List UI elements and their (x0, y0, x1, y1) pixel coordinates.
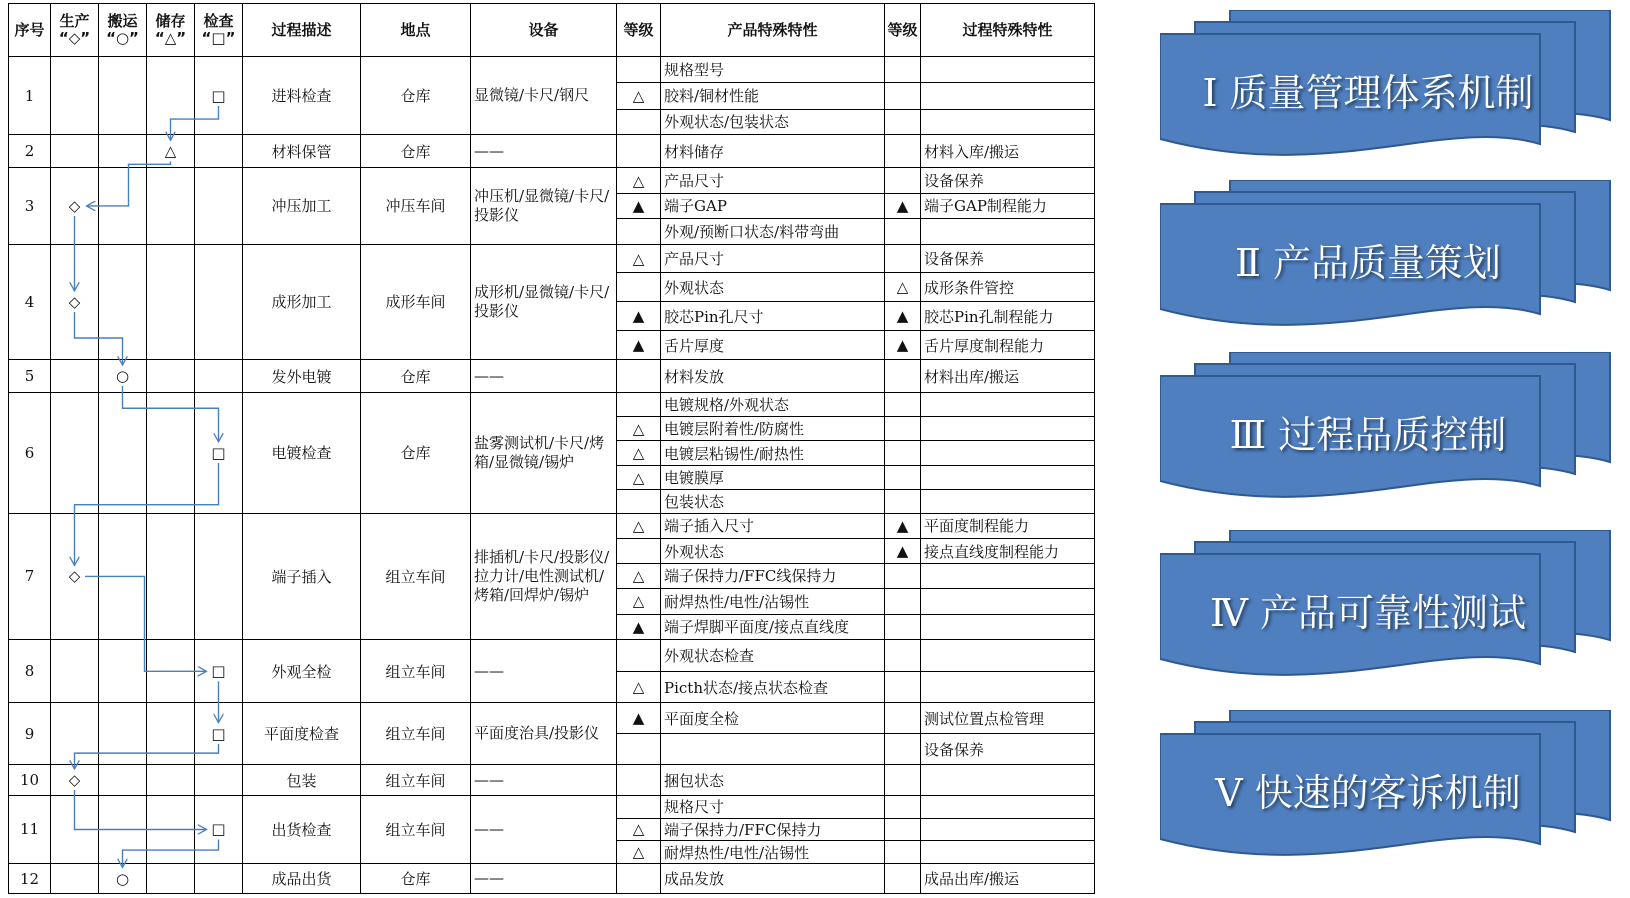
grade2-mark (885, 818, 921, 841)
grade-mark (617, 273, 661, 302)
location: 仓库 (361, 360, 471, 393)
grade-mark (617, 135, 661, 168)
section-banner (1160, 180, 1630, 345)
grade2-mark (885, 703, 921, 734)
move-cell (99, 703, 147, 765)
table-row (9, 640, 1095, 672)
equipment: —— (471, 135, 617, 168)
process-description: 发外电镀 (243, 360, 361, 393)
flow-symbol-inspect: □ (209, 661, 229, 681)
table-row (9, 703, 1095, 734)
grade2-mark (885, 360, 921, 393)
product-characteristic: 规格型号 (661, 57, 885, 83)
grade2-mark (885, 168, 921, 194)
grade2-mark (885, 795, 921, 818)
process-characteristic: 设备保养 (921, 244, 1095, 273)
grade-mark: △ (617, 466, 661, 490)
produce-cell (51, 640, 99, 703)
table-row (9, 244, 1095, 273)
product-characteristic: 外观/预断口状态/料带弯曲 (661, 218, 885, 244)
product-characteristic: 电镀膜厚 (661, 466, 885, 490)
section-label: Ⅳ 产品可靠性测试 (1209, 591, 1527, 635)
grade2-mark: ▲ (885, 331, 921, 360)
inspect-cell (195, 135, 243, 168)
product-characteristic: 舌片厚度 (661, 331, 885, 360)
flow-symbol-inspect: □ (209, 86, 229, 106)
product-characteristic: 材料储存 (661, 135, 885, 168)
header-move: 搬运 “○” (99, 4, 147, 57)
grade2-mark (885, 489, 921, 513)
produce-cell (51, 703, 99, 765)
section-label: Ⅱ 产品质量策划 (1235, 241, 1501, 285)
flow-symbol-inspect: □ (209, 724, 229, 744)
grade2-mark (885, 57, 921, 83)
header-grade: 等级 (617, 4, 661, 57)
step-number: 9 (9, 703, 51, 765)
step-number: 3 (9, 168, 51, 244)
grade-mark (617, 734, 661, 765)
move-cell (99, 168, 147, 244)
grade-mark (617, 109, 661, 135)
product-characteristic: 电镀层粘锡性/耐热性 (661, 441, 885, 466)
header-seq: 序号 (9, 4, 51, 57)
grade-mark: ▲ (617, 614, 661, 640)
flow-symbol-produce: ◇ (65, 566, 85, 586)
inspect-cell (195, 513, 243, 640)
process-flow-table (8, 3, 1095, 894)
location: 成形车间 (361, 244, 471, 359)
step-number: 10 (9, 765, 51, 796)
equipment: —— (471, 765, 617, 796)
process-characteristic (921, 818, 1095, 841)
process-description: 端子插入 (243, 513, 361, 640)
table-row (9, 513, 1095, 539)
grade2-mark (885, 416, 921, 441)
store-cell (147, 703, 195, 765)
process-characteristic (921, 765, 1095, 796)
grade2-mark: ▲ (885, 194, 921, 219)
header-location: 地点 (361, 4, 471, 57)
equipment: —— (471, 795, 617, 863)
produce-cell (51, 135, 99, 168)
product-characteristic: 胶芯Pin孔尺寸 (661, 302, 885, 331)
grade-mark (617, 489, 661, 513)
process-description: 平面度检查 (243, 703, 361, 765)
store-cell (147, 360, 195, 393)
process-characteristic: 平面度制程能力 (921, 513, 1095, 539)
process-description: 成品出货 (243, 864, 361, 894)
product-characteristic: 材料发放 (661, 360, 885, 393)
equipment: 盐雾测试机/卡尺/烤箱/显微镜/锡炉 (471, 393, 617, 514)
section-label: Ⅰ 质量管理体系机制 (1202, 71, 1534, 115)
equipment: 成形机/显微镜/卡尺/投影仪 (471, 244, 617, 359)
equipment: 排插机/卡尺/投影仪/拉力计/电性测试机/烤箱/回焊炉/锡炉 (471, 513, 617, 640)
store-cell (147, 795, 195, 863)
step-number: 2 (9, 135, 51, 168)
grade2-mark (885, 109, 921, 135)
process-characteristic (921, 564, 1095, 589)
process-characteristic: 设备保养 (921, 168, 1095, 194)
process-description: 材料保管 (243, 135, 361, 168)
grade2-mark (885, 82, 921, 109)
grade-mark (617, 795, 661, 818)
grade2-mark (885, 135, 921, 168)
grade2-mark (885, 466, 921, 490)
product-characteristic: 外观状态/包装状态 (661, 109, 885, 135)
flow-symbol-produce: ◇ (65, 196, 85, 216)
product-characteristic: 端子保持力/FFC保持力 (661, 818, 885, 841)
process-characteristic (921, 588, 1095, 614)
process-characteristic: 端子GAP制程能力 (921, 194, 1095, 219)
process-characteristic (921, 416, 1095, 441)
flow-symbol-inspect: □ (209, 443, 229, 463)
grade-mark: △ (617, 168, 661, 194)
product-characteristic: 端子保持力/FFC线保持力 (661, 564, 885, 589)
grade2-mark: △ (885, 273, 921, 302)
store-cell (147, 864, 195, 894)
table-row (9, 57, 1095, 83)
process-characteristic (921, 441, 1095, 466)
section-label: Ⅴ 快速的客诉机制 (1215, 771, 1521, 815)
process-characteristic (921, 57, 1095, 83)
process-description: 冲压加工 (243, 168, 361, 244)
flow-symbol-produce: ◇ (65, 770, 85, 790)
process-characteristic (921, 393, 1095, 417)
product-characteristic: 外观状态 (661, 539, 885, 564)
process-characteristic (921, 614, 1095, 640)
process-characteristic: 胶芯Pin孔制程能力 (921, 302, 1095, 331)
grade-mark (617, 640, 661, 672)
header-store: 储存 “△” (147, 4, 195, 57)
process-characteristic (921, 640, 1095, 672)
grade-mark: △ (617, 441, 661, 466)
grade2-mark (885, 672, 921, 703)
produce-cell (51, 393, 99, 514)
location: 组立车间 (361, 765, 471, 796)
table-row (9, 393, 1095, 417)
step-number: 5 (9, 360, 51, 393)
step-number: 12 (9, 864, 51, 894)
grade2-mark: ▲ (885, 302, 921, 331)
location: 仓库 (361, 393, 471, 514)
grade-mark: ▲ (617, 703, 661, 734)
grade2-mark (885, 864, 921, 894)
location: 组立车间 (361, 640, 471, 703)
product-characteristic: 成品发放 (661, 864, 885, 894)
grade-mark (617, 360, 661, 393)
table-row (9, 765, 1095, 796)
section-banner (1160, 352, 1630, 517)
move-cell (99, 57, 147, 135)
produce-cell (51, 57, 99, 135)
grade-mark: △ (617, 818, 661, 841)
location: 仓库 (361, 135, 471, 168)
header-product-char: 产品特殊特性 (661, 4, 885, 57)
product-characteristic (661, 734, 885, 765)
store-cell (147, 765, 195, 796)
section-banner (1160, 530, 1630, 695)
product-characteristic: 外观状态检查 (661, 640, 885, 672)
flow-symbol-inspect: □ (209, 819, 229, 839)
step-number: 1 (9, 57, 51, 135)
grade-mark (617, 57, 661, 83)
flow-symbol-produce: ◇ (65, 292, 85, 312)
produce-cell (51, 360, 99, 393)
process-description: 外观全检 (243, 640, 361, 703)
equipment: 显微镜/卡尺/钢尺 (471, 57, 617, 135)
section-banner (1160, 10, 1630, 175)
grade-mark (617, 765, 661, 796)
product-characteristic: 电镀规格/外观状态 (661, 393, 885, 417)
grade2-mark (885, 734, 921, 765)
inspect-cell (195, 168, 243, 244)
header-equipment: 设备 (471, 4, 617, 57)
process-description: 包装 (243, 765, 361, 796)
step-number: 4 (9, 244, 51, 359)
header-grade2: 等级 (885, 4, 921, 57)
section-label: Ⅲ 过程品质控制 (1229, 413, 1507, 457)
move-cell (99, 765, 147, 796)
inspect-cell (195, 864, 243, 894)
grade2-mark (885, 244, 921, 273)
process-description: 电镀检查 (243, 393, 361, 514)
move-cell (99, 513, 147, 640)
grade-mark: △ (617, 82, 661, 109)
equipment: 冲压机/显微镜/卡尺/投影仪 (471, 168, 617, 244)
product-characteristic: 端子焊脚平面度/接点直线度 (661, 614, 885, 640)
product-characteristic: 规格尺寸 (661, 795, 885, 818)
grade-mark: △ (617, 244, 661, 273)
product-characteristic: Picth状态/接点状态检查 (661, 672, 885, 703)
equipment: —— (471, 360, 617, 393)
table-row (9, 864, 1095, 894)
process-characteristic: 成形条件管控 (921, 273, 1095, 302)
product-characteristic: 捆包状态 (661, 765, 885, 796)
process-characteristic (921, 489, 1095, 513)
process-description: 进料检查 (243, 57, 361, 135)
grade2-mark: ▲ (885, 539, 921, 564)
grade-mark: ▲ (617, 302, 661, 331)
produce-cell (51, 795, 99, 863)
process-characteristic (921, 841, 1095, 864)
store-cell (147, 513, 195, 640)
product-characteristic: 包装状态 (661, 489, 885, 513)
process-characteristic: 舌片厚度制程能力 (921, 331, 1095, 360)
step-number: 11 (9, 795, 51, 863)
move-cell (99, 244, 147, 359)
grade-mark: △ (617, 841, 661, 864)
grade-mark: △ (617, 564, 661, 589)
inspect-cell (195, 360, 243, 393)
table-row (9, 168, 1095, 194)
store-cell (147, 393, 195, 514)
grade2-mark (885, 218, 921, 244)
process-characteristic: 测试位置点检管理 (921, 703, 1095, 734)
step-number: 6 (9, 393, 51, 514)
header-process-char: 过程特殊特性 (921, 4, 1095, 57)
grade2-mark (885, 614, 921, 640)
product-characteristic: 外观状态 (661, 273, 885, 302)
process-characteristic: 成品出库/搬运 (921, 864, 1095, 894)
process-characteristic (921, 672, 1095, 703)
move-cell (99, 795, 147, 863)
header-produce: 生产 “◇” (51, 4, 99, 57)
grade-mark: ▲ (617, 194, 661, 219)
equipment: —— (471, 640, 617, 703)
grade-mark: △ (617, 513, 661, 539)
grade-mark: △ (617, 588, 661, 614)
location: 仓库 (361, 864, 471, 894)
process-characteristic: 接点直线度制程能力 (921, 539, 1095, 564)
location: 组立车间 (361, 795, 471, 863)
store-cell (147, 57, 195, 135)
step-number: 7 (9, 513, 51, 640)
process-description: 出货检查 (243, 795, 361, 863)
inspect-cell (195, 765, 243, 796)
product-characteristic: 耐焊热性/电性/沾锡性 (661, 588, 885, 614)
location: 仓库 (361, 57, 471, 135)
grade2-mark (885, 588, 921, 614)
header-inspect: 检查 “□” (195, 4, 243, 57)
header-row (9, 4, 1095, 57)
equipment: —— (471, 864, 617, 894)
product-characteristic: 胶料/铜材性能 (661, 82, 885, 109)
product-characteristic: 产品尺寸 (661, 244, 885, 273)
grade-mark (617, 218, 661, 244)
equipment: 平面度治具/投影仪 (471, 703, 617, 765)
move-cell (99, 640, 147, 703)
grade2-mark (885, 765, 921, 796)
grade2-mark (885, 564, 921, 589)
grade-mark (617, 539, 661, 564)
grade2-mark (885, 640, 921, 672)
table-row (9, 795, 1095, 818)
process-characteristic (921, 795, 1095, 818)
move-cell (99, 135, 147, 168)
process-characteristic: 设备保养 (921, 734, 1095, 765)
store-cell (147, 640, 195, 703)
process-characteristic: 材料入库/搬运 (921, 135, 1095, 168)
location: 冲压车间 (361, 168, 471, 244)
grade2-mark (885, 841, 921, 864)
step-number: 8 (9, 640, 51, 703)
process-characteristic (921, 82, 1095, 109)
inspect-cell (195, 244, 243, 359)
table-row (9, 360, 1095, 393)
product-characteristic: 耐焊热性/电性/沾锡性 (661, 841, 885, 864)
product-characteristic: 电镀层附着性/防腐性 (661, 416, 885, 441)
grade-mark: △ (617, 672, 661, 703)
grade-mark (617, 393, 661, 417)
grade-mark: ▲ (617, 331, 661, 360)
product-characteristic: 端子插入尺寸 (661, 513, 885, 539)
grade2-mark: ▲ (885, 513, 921, 539)
process-characteristic (921, 466, 1095, 490)
product-characteristic: 端子GAP (661, 194, 885, 219)
header-process: 过程描述 (243, 4, 361, 57)
product-characteristic: 平面度全检 (661, 703, 885, 734)
location: 组立车间 (361, 703, 471, 765)
flow-symbol-move: ○ (113, 366, 133, 386)
flow-symbol-move: ○ (113, 869, 133, 889)
produce-cell (51, 864, 99, 894)
grade2-mark (885, 393, 921, 417)
location: 组立车间 (361, 513, 471, 640)
process-characteristic: 材料出库/搬运 (921, 360, 1095, 393)
grade-mark (617, 864, 661, 894)
process-description: 成形加工 (243, 244, 361, 359)
move-cell (99, 393, 147, 514)
store-cell (147, 244, 195, 359)
product-characteristic: 产品尺寸 (661, 168, 885, 194)
grade2-mark (885, 441, 921, 466)
process-characteristic (921, 218, 1095, 244)
flow-symbol-store: △ (161, 141, 181, 161)
grade-mark: △ (617, 416, 661, 441)
store-cell (147, 168, 195, 244)
section-banner (1160, 710, 1630, 875)
process-characteristic (921, 109, 1095, 135)
